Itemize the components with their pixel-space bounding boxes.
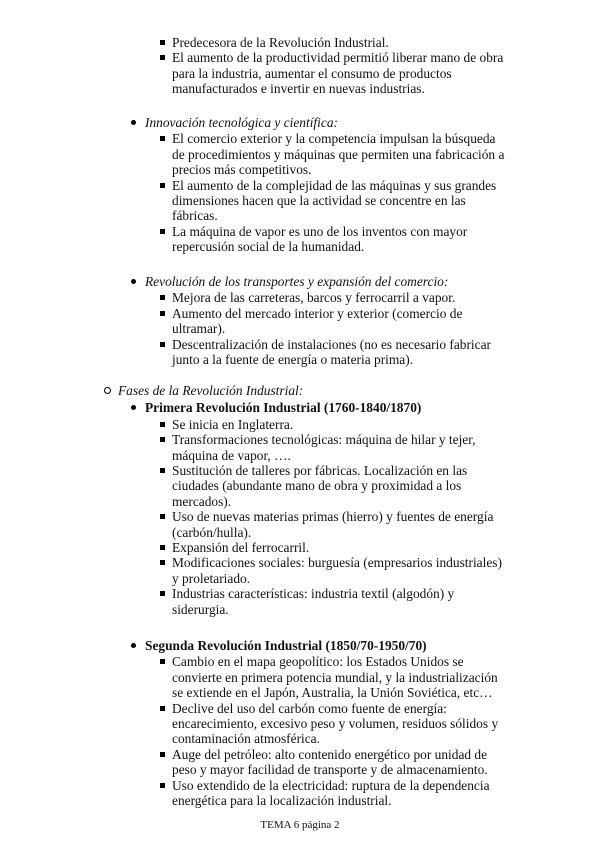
square-bullet-icon	[160, 560, 165, 565]
square-bullet-icon	[160, 40, 165, 45]
transport-item-line: Aumento del mercado interior y exterior (comercio de	[172, 305, 463, 321]
second-revolution-item-line: Auge del petróleo: alto contenido energético por unidad de	[172, 746, 488, 762]
disc-bullet-icon	[131, 279, 136, 284]
circle-bullet-icon	[104, 387, 111, 394]
square-bullet-icon	[160, 422, 165, 427]
first-revolution-item-line: ciudades (abundante mano de obra y proximidad a los	[172, 478, 462, 494]
square-bullet-icon	[160, 229, 165, 234]
page-footer: TEMA 6 página 2	[260, 819, 340, 831]
first-revolution-item-line: mercados).	[172, 493, 232, 509]
square-bullet-icon	[160, 468, 165, 473]
innovation-item-line: El comercio exterior y la competencia impulsan la búsqueda	[172, 131, 496, 147]
square-bullet-icon	[160, 783, 165, 788]
intro-item-line: manufacturados e invertir en nuevas industrias.	[172, 81, 425, 97]
first-revolution-item-line: Transformaciones tecnológicas: máquina de hilar y tejer,	[172, 432, 476, 448]
innovation-item-line: de procedimientos y máquinas que permiten una fabricación a	[172, 146, 505, 162]
transport-item-line: ultramar).	[172, 321, 226, 337]
square-bullet-icon	[160, 295, 165, 300]
second-revolution-item-line: energética para la localización industrial.	[172, 793, 392, 808]
square-bullet-icon	[160, 136, 165, 141]
second-revolution-item-line: convierte en primera potencia mundial, y la industrialización	[172, 669, 498, 685]
square-bullet-icon	[160, 752, 165, 757]
first-revolution-heading: Primera Revolución Industrial (1760-1840/1870)	[145, 400, 422, 416]
disc-bullet-icon	[131, 405, 136, 410]
square-bullet-icon	[160, 591, 165, 596]
first-revolution-item-line: y proletariado.	[172, 570, 251, 586]
square-bullet-icon	[160, 437, 165, 442]
square-bullet-icon	[160, 659, 165, 664]
first-revolution-item-line: Sustitución de talleres por fábricas. Localización en las	[172, 463, 468, 478]
first-revolution-item-line: máquina de vapor, ….	[172, 447, 291, 463]
square-bullet-icon	[160, 55, 165, 60]
square-bullet-icon	[160, 706, 165, 711]
second-revolution-item-line: encarecimiento, excesivo peso y volumen, residuos sólidos y	[172, 716, 499, 731]
innovation-item-line: repercusión social de la humanidad.	[172, 239, 365, 255]
intro-item-line: para la industria, aumentar el consumo de productos	[172, 65, 452, 81]
phases-heading: Fases de la Revolución Industrial:	[118, 383, 304, 398]
first-revolution-item-line: Expansión del ferrocarril.	[172, 540, 310, 555]
first-revolution-item-line: Uso de nuevas materias primas (hierro) y fuentes de energía	[172, 509, 494, 525]
transport-heading: Revolución de los transportes y expansión del comercio:	[145, 274, 449, 289]
first-revolution-item-line: Modificaciones sociales: burguesía (empresarios industriales)	[172, 555, 502, 571]
disc-bullet-icon	[131, 643, 136, 648]
innovation-item-line: precios más competitivos.	[172, 162, 312, 178]
first-revolution-item-line: Se inicia en Inglaterra.	[172, 416, 294, 432]
square-bullet-icon	[160, 311, 165, 316]
transport-item-line: junto a la fuente de energía o materia prima).	[172, 352, 414, 367]
second-revolution-item-line: Cambio en el mapa geopolítico: los Estados Unidos se	[172, 654, 464, 670]
square-bullet-icon	[160, 342, 165, 347]
square-bullet-icon	[160, 545, 165, 550]
first-revolution-item-line: (carbón/hulla).	[172, 524, 252, 540]
second-revolution-item-line: peso y mayor facilidad de transporte y de almacenamiento.	[172, 762, 488, 778]
second-revolution-item-line: Declive del uso del carbón como fuente de energía:	[172, 700, 447, 716]
first-revolution-item-line: siderurgia.	[172, 601, 229, 617]
intro-item-line: Predecesora de la Revolución Industrial.	[172, 35, 389, 50]
transport-item-line: Descentralización de instalaciones (no es necesario fabricar	[172, 336, 491, 352]
second-revolution-heading: Segunda Revolución Industrial (1850/70-1950/70)	[145, 638, 427, 653]
innovation-item-line: El aumento de la complejidad de las máquinas y sus grandes	[172, 177, 497, 193]
intro-item-line: El aumento de la productividad permitió liberar mano de obra	[172, 50, 504, 66]
transport-item-line: Mejora de las carreteras, barcos y ferrocarril a vapor.	[172, 290, 456, 306]
innovation-item-line: fábricas.	[172, 208, 218, 224]
innovation-item-line: La máquina de vapor es uno de los inventos con mayor	[172, 223, 468, 239]
innovation-heading: Innovación tecnológica y científica:	[145, 115, 338, 130]
second-revolution-item-line: Uso extendido de la electricidad: ruptura de la dependencia	[172, 777, 490, 793]
second-revolution-item-line: se extiende en el Japón, Australia, la Unión Soviética, etc…	[172, 685, 493, 701]
square-bullet-icon	[160, 514, 165, 519]
disc-bullet-icon	[131, 120, 136, 125]
innovation-item-line: dimensiones hacen que la actividad se concentre en las	[172, 193, 466, 208]
first-revolution-item-line: Industrias características: industria textil (algodón) y	[172, 586, 455, 602]
square-bullet-icon	[160, 183, 165, 188]
second-revolution-item-line: contaminación atmosférica.	[172, 731, 320, 747]
